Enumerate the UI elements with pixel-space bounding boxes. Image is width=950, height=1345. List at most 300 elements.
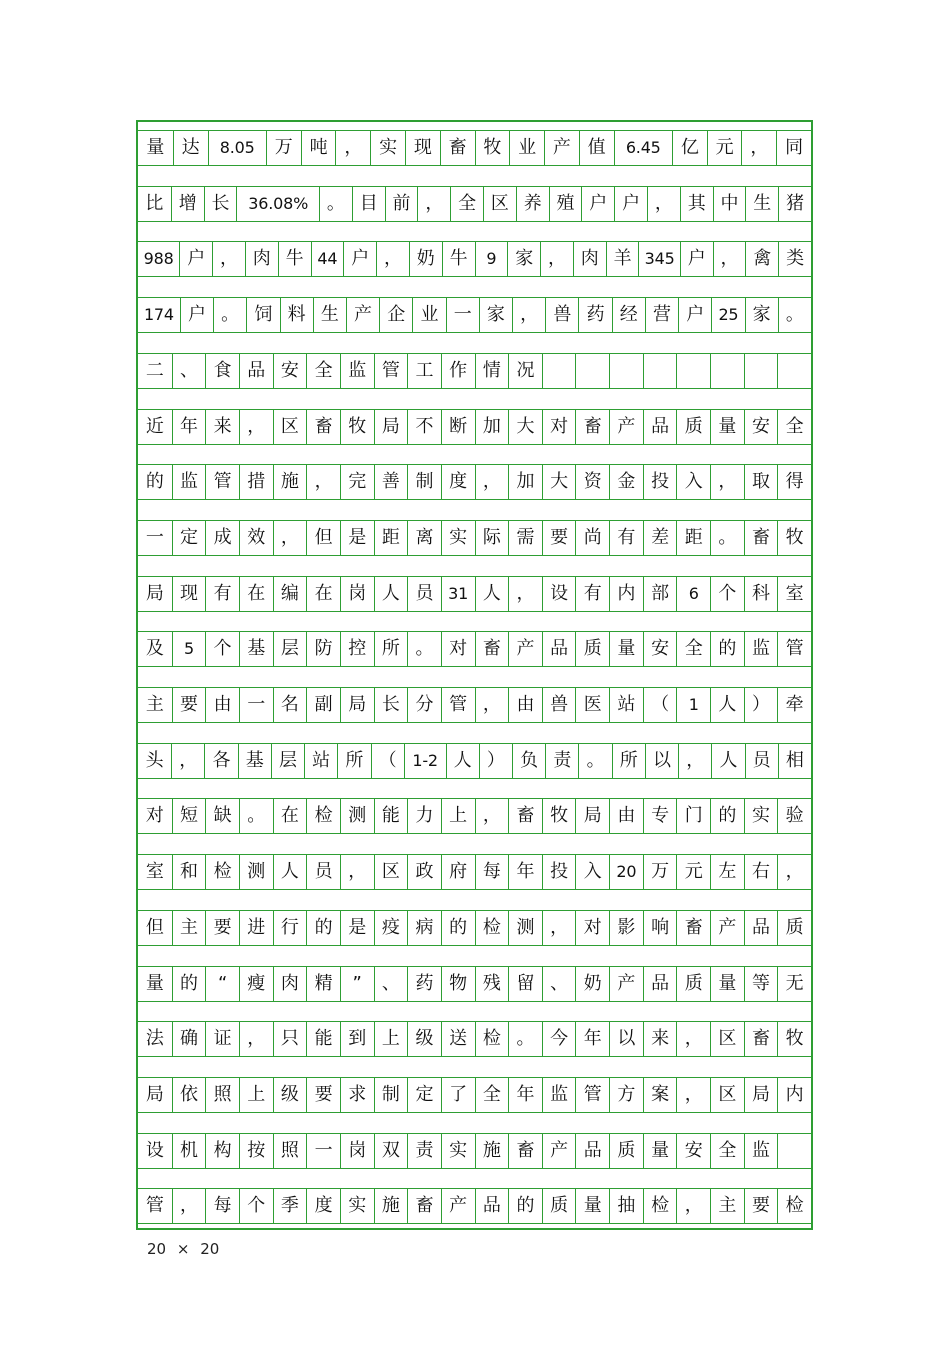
grid-cell: ， — [475, 799, 509, 833]
grid-cols: 20 — [147, 1240, 167, 1258]
grid-cell: 方 — [609, 1078, 643, 1112]
grid-cell: 要 — [744, 1189, 778, 1223]
grid-cell: 右 — [744, 855, 778, 889]
grid-cell: 检 — [475, 911, 509, 945]
grid-cell: 的 — [145, 471, 164, 493]
grid-cell: 基 — [239, 632, 273, 666]
grid-cell: 人 — [475, 577, 509, 611]
grid-cell: 员 — [407, 577, 441, 611]
grid-cell: 年 — [508, 1078, 542, 1112]
grid-cell: 级 — [273, 1078, 307, 1112]
grid-cell: 量 — [575, 1189, 609, 1223]
grid-cell: 大 — [542, 465, 576, 499]
grid-cell: 差 — [643, 521, 677, 555]
grid-cell: ， — [340, 855, 374, 889]
grid-cell: 今 — [542, 1022, 576, 1056]
grid-row — [138, 520, 811, 556]
grid-cell: ， — [273, 521, 307, 555]
grid-cell: 员 — [745, 744, 778, 778]
grid-cell: 主 — [172, 911, 206, 945]
grid-cell: 质 — [609, 1134, 643, 1168]
grid-cell: 上 — [441, 799, 475, 833]
grid-cell: 设 — [145, 1139, 164, 1161]
grid-cell: 确 — [172, 1022, 206, 1056]
grid-cell: ， — [540, 242, 573, 276]
grid-cell: 检 — [643, 1189, 677, 1223]
grid-cell: 际 — [475, 521, 509, 555]
grid-cell: 企 — [379, 298, 412, 332]
grid-cell: 药 — [407, 967, 441, 1001]
grid-cell: 留 — [508, 967, 542, 1001]
grid-cell: 。 — [213, 298, 246, 332]
grid-cell: 入 — [575, 855, 609, 889]
grid-cell: 区 — [483, 187, 516, 221]
grid-cell: 牧 — [777, 521, 811, 555]
grid-cell: 资 — [575, 465, 609, 499]
grid-cell: 一 — [446, 298, 479, 332]
grid-cell: 。 — [508, 1022, 542, 1056]
grid-cell: 6.45 — [614, 131, 672, 165]
grid-cell: 家 — [479, 298, 512, 332]
grid-cell: 畜 — [440, 131, 475, 165]
grid-cell: 5 — [172, 632, 206, 666]
grid-cell: 万 — [266, 131, 301, 165]
grid-cell: 力 — [407, 799, 441, 833]
grid-cell: 效 — [239, 521, 273, 555]
grid-cell: 部 — [643, 577, 677, 611]
grid-cell: 是 — [340, 911, 374, 945]
grid-cell: 的 — [441, 911, 475, 945]
grid-cell: 区 — [273, 410, 307, 444]
grid-cell: 验 — [777, 799, 811, 833]
grid-cell: 上 — [239, 1078, 273, 1112]
grid-cell: ， — [741, 131, 776, 165]
grid-cell: 20 — [609, 855, 643, 889]
grid-cell: 监 — [172, 465, 206, 499]
grid-cell: 案 — [643, 1078, 677, 1112]
grid-cell: 产 — [346, 298, 379, 332]
grid-cell: 瘦 — [239, 967, 273, 1001]
grid-cell: 元 — [676, 855, 710, 889]
grid-cell: 得 — [777, 465, 811, 499]
grid-cell: 依 — [172, 1078, 206, 1112]
grid-cell: 畜 — [508, 1134, 542, 1168]
grid-cell: 。 — [407, 632, 441, 666]
grid-row — [138, 798, 811, 834]
grid-cell: 况 — [508, 354, 542, 388]
grid-cell: 万 — [643, 855, 677, 889]
grid-cell: 。 — [239, 799, 273, 833]
grid-cell: 岗 — [340, 1134, 374, 1168]
grid-cell: 缺 — [205, 799, 239, 833]
grid-cell: 174 — [143, 305, 174, 325]
grid-cell: 完 — [340, 465, 374, 499]
grid-cell: 内 — [777, 1078, 811, 1112]
grid-cell: 来 — [205, 410, 239, 444]
grid-cell: 员 — [306, 855, 340, 889]
grid-cell: ， — [239, 410, 273, 444]
grid-cell: 畜 — [744, 1022, 778, 1056]
grid-cell: 区 — [710, 1078, 744, 1112]
grid-cell: 前 — [385, 187, 418, 221]
grid-cell — [777, 354, 811, 388]
grid-cell: 等 — [744, 967, 778, 1001]
grid-cell: 的 — [710, 632, 744, 666]
grid-cell: 质 — [777, 911, 811, 945]
grid-cell: 局 — [744, 1078, 778, 1112]
grid-cell: 全 — [475, 1078, 509, 1112]
grid-cell: ， — [306, 465, 340, 499]
grid-cell — [575, 354, 609, 388]
grid-cell: ， — [676, 1078, 710, 1112]
grid-cell: 全 — [710, 1134, 744, 1168]
grid-cell: 奶 — [575, 967, 609, 1001]
grid-cell: 品 — [643, 410, 677, 444]
grid-cell: 站 — [304, 744, 337, 778]
grid-cell: ） — [744, 688, 778, 722]
grid-cell: 了 — [441, 1078, 475, 1112]
grid-cell: 畜 — [744, 521, 778, 555]
grid-cell: 目 — [352, 187, 385, 221]
grid-cell: 大 — [508, 410, 542, 444]
grid-cell: 专 — [643, 799, 677, 833]
grid-cell: 年 — [172, 410, 206, 444]
grid-cell: 施 — [273, 465, 307, 499]
grid-cell: 管 — [441, 688, 475, 722]
grid-cell: 产 — [542, 1134, 576, 1168]
grid-cell: 要 — [205, 911, 239, 945]
grid-row — [138, 631, 811, 667]
grid-row — [138, 241, 811, 277]
grid-cell: 31 — [441, 577, 475, 611]
grid-cell: 层 — [271, 744, 304, 778]
grid-cell: 分 — [407, 688, 441, 722]
grid-cell: 户 — [680, 242, 713, 276]
grid-cell: 责 — [407, 1134, 441, 1168]
grid-cell: 牵 — [777, 688, 811, 722]
grid-cell: 1-2 — [404, 744, 446, 778]
grid-row — [138, 910, 811, 946]
grid-cell: 禽 — [745, 242, 778, 276]
grid-cell: 季 — [273, 1189, 307, 1223]
grid-cell: 食 — [205, 354, 239, 388]
grid-cell — [676, 354, 710, 388]
grid-cell: 施 — [475, 1134, 509, 1168]
grid-cell: ， — [676, 1022, 710, 1056]
grid-cell: 肉 — [245, 242, 278, 276]
grid-cell: 进 — [239, 911, 273, 945]
grid-cell: 管 — [145, 1195, 164, 1217]
grid-cell: 门 — [676, 799, 710, 833]
grid-cell: 短 — [172, 799, 206, 833]
grid-cell: 全 — [777, 410, 811, 444]
grid-cell: 、 — [542, 967, 576, 1001]
grid-cell: 生 — [313, 298, 346, 332]
grid-cell: 头 — [145, 749, 164, 771]
grid-cell: 长 — [204, 187, 237, 221]
grid-cell: 在 — [306, 577, 340, 611]
grid-cell: 所 — [337, 744, 370, 778]
grid-cell: 监 — [542, 1078, 576, 1112]
grid-size-label — [147, 1240, 219, 1258]
grid-cell: 、 — [374, 967, 408, 1001]
grid-cell: 户 — [343, 242, 376, 276]
grid-cell: 疫 — [374, 911, 408, 945]
grid-cell: 入 — [676, 465, 710, 499]
grid-cell: ， — [777, 855, 811, 889]
grid-cell: 。 — [778, 298, 811, 332]
manuscript-grid — [136, 120, 813, 1230]
grid-cell: ， — [512, 298, 545, 332]
grid-cell: 只 — [273, 1022, 307, 1056]
grid-cell: 检 — [306, 799, 340, 833]
grid-cell: 上 — [374, 1022, 408, 1056]
grid-cell: 但 — [306, 521, 340, 555]
grid-cell: 但 — [145, 916, 164, 938]
grid-cell: 是 — [340, 521, 374, 555]
grid-cell: 人 — [711, 744, 744, 778]
grid-cell: 科 — [744, 577, 778, 611]
grid-cell: 产 — [441, 1189, 475, 1223]
grid-cell: ， — [212, 242, 245, 276]
grid-row — [138, 966, 811, 1002]
grid-cell: 6 — [676, 577, 710, 611]
grid-cell: 一 — [239, 688, 273, 722]
grid-cell: 度 — [306, 1189, 340, 1223]
grid-cell: 施 — [374, 1189, 408, 1223]
grid-cell: 饲 — [246, 298, 279, 332]
grid-row — [138, 687, 811, 723]
grid-cell: 所 — [612, 744, 645, 778]
grid-cell: 送 — [441, 1022, 475, 1056]
grid-cell: 量 — [710, 967, 744, 1001]
grid-cell: 测 — [340, 799, 374, 833]
grid-cell: 家 — [507, 242, 540, 276]
grid-cell: 管 — [205, 465, 239, 499]
grid-cell: 988 — [143, 249, 174, 269]
grid-cell: 投 — [542, 855, 576, 889]
grid-cell: 肉 — [573, 242, 606, 276]
grid-cell: 畜 — [508, 799, 542, 833]
grid-cell: 生 — [745, 187, 778, 221]
grid-cell: 由 — [609, 799, 643, 833]
grid-cell: 证 — [205, 1022, 239, 1056]
grid-cell: 区 — [710, 1022, 744, 1056]
grid-cell: 在 — [273, 799, 307, 833]
grid-cell: 相 — [778, 744, 811, 778]
grid-cell: 近 — [145, 415, 164, 437]
grid-cell: 安 — [676, 1134, 710, 1168]
grid-cell: 一 — [145, 526, 164, 548]
grid-cell — [609, 354, 643, 388]
grid-cell: 牧 — [777, 1022, 811, 1056]
grid-cell: 编 — [273, 577, 307, 611]
grid-cell: 抽 — [609, 1189, 643, 1223]
grid-cell: 无 — [777, 967, 811, 1001]
grid-cell: 法 — [145, 1028, 164, 1050]
grid-cell: 断 — [441, 410, 475, 444]
grid-cell: 不 — [407, 410, 441, 444]
grid-cell: 局 — [374, 410, 408, 444]
grid-row — [138, 297, 811, 333]
grid-row — [138, 1133, 811, 1169]
grid-cell: 品 — [542, 632, 576, 666]
grid-cell: 量 — [146, 137, 165, 158]
grid-cell: 的 — [306, 911, 340, 945]
grid-cell: 产 — [609, 967, 643, 1001]
grid-cell: 测 — [508, 911, 542, 945]
grid-cell: 。 — [319, 187, 352, 221]
grid-cell: 制 — [374, 1078, 408, 1112]
grid-cell: 影 — [609, 911, 643, 945]
grid-cell: 构 — [205, 1134, 239, 1168]
grid-cell: 每 — [205, 1189, 239, 1223]
grid-cell: 品 — [744, 911, 778, 945]
grid-cell: 值 — [579, 131, 614, 165]
grid-cell: 二 — [145, 359, 164, 381]
grid-cell: 检 — [475, 1022, 509, 1056]
grid-cell: 量 — [710, 410, 744, 444]
grid-cell: 比 — [145, 192, 164, 214]
grid-cell: 府 — [441, 855, 475, 889]
grid-cell: 户 — [678, 298, 711, 332]
grid-cell: 345 — [638, 242, 679, 276]
grid-cell: 养 — [516, 187, 549, 221]
grid-cell: 双 — [374, 1134, 408, 1168]
grid-cell: 金 — [609, 465, 643, 499]
grid-cell: 物 — [441, 967, 475, 1001]
grid-cell: （ — [643, 688, 677, 722]
grid-cell: 个 — [710, 577, 744, 611]
grid-cell: 人 — [710, 688, 744, 722]
grid-cell: 情 — [475, 354, 509, 388]
grid-cell: 年 — [575, 1022, 609, 1056]
grid-cell: 所 — [374, 632, 408, 666]
grid-cell: 以 — [609, 1022, 643, 1056]
grid-cell: 量 — [145, 972, 164, 994]
grid-cell: 一 — [306, 1134, 340, 1168]
grid-cell: 加 — [508, 465, 542, 499]
grid-cell: 要 — [172, 688, 206, 722]
grid-cell: 基 — [238, 744, 271, 778]
grid-cell: 病 — [407, 911, 441, 945]
grid-row — [138, 1077, 811, 1113]
grid-cell: 牛 — [442, 242, 475, 276]
grid-cell: 主 — [145, 694, 164, 715]
grid-cell: 对 — [575, 911, 609, 945]
grid-cell: 质 — [676, 967, 710, 1001]
grid-cell: 距 — [676, 521, 710, 555]
grid-cell: 安 — [273, 354, 307, 388]
grid-cell: “ — [205, 967, 239, 1001]
grid-cell: 户 — [179, 242, 212, 276]
grid-cell: 同 — [776, 131, 811, 165]
grid-row — [138, 1188, 811, 1224]
grid-cell: 措 — [239, 465, 273, 499]
grid-cell: 质 — [575, 632, 609, 666]
grid-cell: 成 — [205, 521, 239, 555]
grid-cell: 肉 — [273, 967, 307, 1001]
grid-cell: 全 — [306, 354, 340, 388]
grid-cell: 量 — [609, 632, 643, 666]
grid-cell: 牧 — [542, 799, 576, 833]
grid-cell: 经 — [612, 298, 645, 332]
grid-cell: 44 — [311, 242, 344, 276]
grid-cell: 对 — [145, 805, 164, 827]
grid-cell: ， — [239, 1022, 273, 1056]
grid-cell: ， — [475, 465, 509, 499]
grid-cell: 响 — [643, 911, 677, 945]
grid-cell: 政 — [407, 855, 441, 889]
grid-cell: 牧 — [475, 131, 510, 165]
grid-cell: 管 — [777, 632, 811, 666]
grid-cell: 畜 — [575, 410, 609, 444]
grid-cell: 监 — [744, 1134, 778, 1168]
grid-cell: 定 — [407, 1078, 441, 1112]
grid-cell: 营 — [645, 298, 678, 332]
grid-row — [138, 1021, 811, 1057]
grid-cell — [643, 354, 677, 388]
grid-cell: 安 — [744, 410, 778, 444]
grid-cell: 检 — [205, 855, 239, 889]
grid-cell: 层 — [273, 632, 307, 666]
grid-cell: 产 — [710, 911, 744, 945]
grid-cell: 善 — [374, 465, 408, 499]
grid-cell: 业 — [412, 298, 445, 332]
grid-cell: 到 — [340, 1022, 374, 1056]
grid-cell — [777, 1134, 811, 1168]
grid-cell: 量 — [643, 1134, 677, 1168]
grid-cell: 以 — [645, 744, 678, 778]
grid-cell: ， — [508, 577, 542, 611]
grid-cell: 能 — [374, 799, 408, 833]
grid-cell: 人 — [374, 577, 408, 611]
grid-cell: 对 — [441, 632, 475, 666]
grid-cell: 长 — [374, 688, 408, 722]
grid-cell: 安 — [643, 632, 677, 666]
grid-cell: 其 — [680, 187, 713, 221]
grid-cell: 实 — [441, 521, 475, 555]
grid-cell: 局 — [145, 582, 164, 604]
grid-cell: 产 — [544, 131, 579, 165]
grid-cell: 投 — [643, 465, 677, 499]
grid-cell: ， — [376, 242, 409, 276]
grid-cell: 精 — [306, 967, 340, 1001]
grid-cell: 质 — [542, 1189, 576, 1223]
grid-cell: 人 — [273, 855, 307, 889]
grid-cell: 畜 — [475, 632, 509, 666]
grid-cell: 尚 — [575, 521, 609, 555]
grid-cell: 定 — [172, 521, 206, 555]
grid-cell: 名 — [273, 688, 307, 722]
grid-cell: 。 — [578, 744, 611, 778]
grid-cell: 个 — [239, 1189, 273, 1223]
grid-cell: 左 — [710, 855, 744, 889]
grid-cell: 品 — [575, 1134, 609, 1168]
grid-cell: 按 — [239, 1134, 273, 1168]
grid-cell: 取 — [744, 465, 778, 499]
grid-cell: 要 — [306, 1078, 340, 1112]
grid-cell: 负 — [512, 744, 545, 778]
grid-cell: 区 — [374, 855, 408, 889]
grid-cell: ， — [475, 688, 509, 722]
grid-cell: 畜 — [306, 410, 340, 444]
grid-cell — [542, 354, 576, 388]
grid-row — [138, 130, 811, 166]
grid-cell: 的 — [710, 799, 744, 833]
grid-cell: 药 — [578, 298, 611, 332]
grid-cell: 站 — [609, 688, 643, 722]
